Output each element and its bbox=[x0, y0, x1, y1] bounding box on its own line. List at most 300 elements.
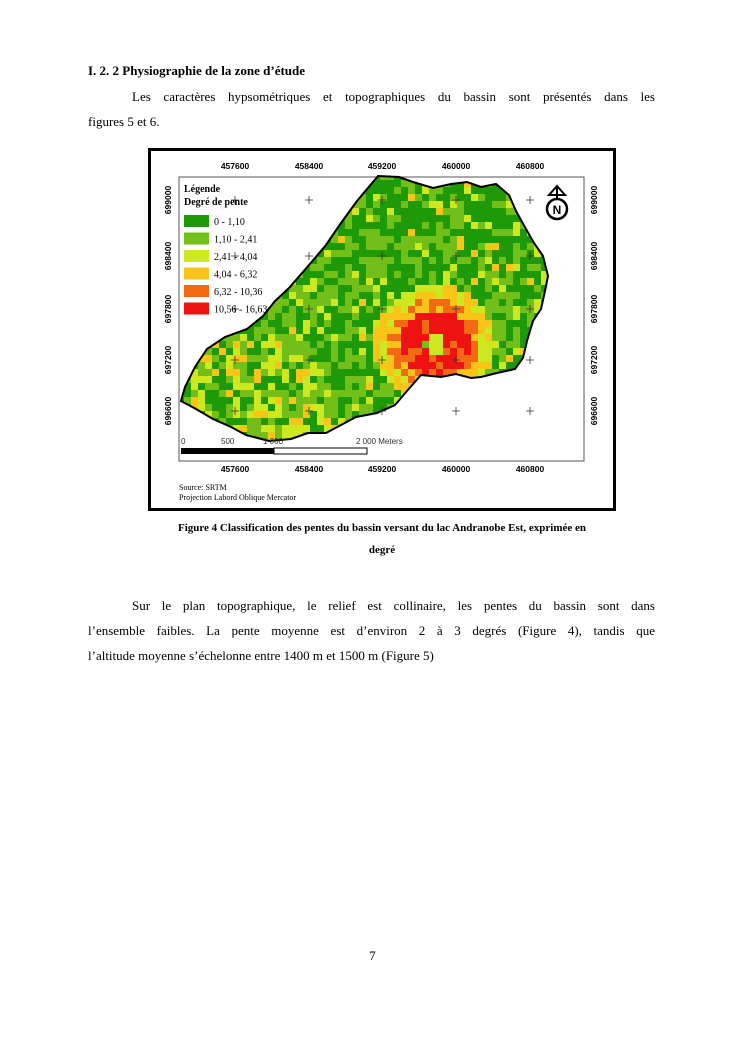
raster-cell bbox=[345, 334, 352, 341]
raster-cell bbox=[422, 362, 429, 369]
raster-cell bbox=[338, 278, 345, 285]
raster-cell bbox=[429, 299, 436, 306]
raster-cell bbox=[352, 341, 359, 348]
raster-cell bbox=[345, 376, 352, 383]
raster-cell bbox=[492, 236, 499, 243]
raster-cell bbox=[422, 285, 429, 292]
raster-cell bbox=[317, 341, 324, 348]
raster-cell bbox=[345, 257, 352, 264]
raster-cell bbox=[373, 348, 380, 355]
raster-cell bbox=[268, 404, 275, 411]
raster-cell bbox=[373, 264, 380, 271]
raster-cell bbox=[394, 327, 401, 334]
raster-cell bbox=[408, 236, 415, 243]
raster-cell bbox=[345, 383, 352, 390]
raster-cell bbox=[240, 355, 247, 362]
raster-cell bbox=[506, 271, 513, 278]
raster-cell bbox=[492, 306, 499, 313]
raster-cell bbox=[436, 320, 443, 327]
raster-cell bbox=[415, 292, 422, 299]
raster-cell bbox=[366, 229, 373, 236]
x-tick-top: 458400 bbox=[294, 161, 324, 171]
raster-cell bbox=[471, 271, 478, 278]
raster-cell bbox=[366, 348, 373, 355]
raster-cell bbox=[534, 285, 541, 292]
raster-cell bbox=[422, 208, 429, 215]
raster-cell bbox=[296, 292, 303, 299]
raster-cell bbox=[450, 327, 457, 334]
raster-cell bbox=[247, 362, 254, 369]
raster-cell bbox=[331, 376, 338, 383]
raster-cell bbox=[282, 327, 289, 334]
raster-cell bbox=[464, 306, 471, 313]
raster-cell bbox=[338, 299, 345, 306]
raster-cell bbox=[261, 327, 268, 334]
raster-cell bbox=[366, 404, 373, 411]
raster-cell bbox=[247, 425, 254, 432]
raster-cell bbox=[534, 257, 541, 264]
raster-cell bbox=[387, 250, 394, 257]
raster-cell bbox=[380, 208, 387, 215]
body-line-1: Sur le plan topographique, le relief est collinaire, les pentes du bassin sont dans bbox=[132, 598, 655, 613]
raster-cell bbox=[268, 362, 275, 369]
raster-cell bbox=[352, 355, 359, 362]
raster-cell bbox=[226, 383, 233, 390]
raster-cell bbox=[338, 334, 345, 341]
raster-cell bbox=[443, 187, 450, 194]
raster-cell bbox=[527, 313, 534, 320]
raster-cell bbox=[492, 292, 499, 299]
raster-cell bbox=[240, 390, 247, 397]
raster-cell bbox=[366, 250, 373, 257]
raster-cell bbox=[415, 278, 422, 285]
raster-cell bbox=[387, 355, 394, 362]
raster-cell bbox=[401, 306, 408, 313]
raster-cell bbox=[296, 355, 303, 362]
raster-cell bbox=[317, 397, 324, 404]
raster-cell bbox=[457, 362, 464, 369]
raster-cell bbox=[275, 355, 282, 362]
raster-cell bbox=[240, 348, 247, 355]
raster-cell bbox=[499, 243, 506, 250]
raster-cell bbox=[513, 250, 520, 257]
raster-cell bbox=[310, 285, 317, 292]
raster-cell bbox=[450, 271, 457, 278]
legend-swatch bbox=[184, 250, 209, 262]
raster-cell bbox=[338, 306, 345, 313]
raster-cell bbox=[317, 292, 324, 299]
legend-swatch bbox=[184, 215, 209, 227]
raster-cell bbox=[422, 187, 429, 194]
raster-cell bbox=[394, 369, 401, 376]
raster-cell bbox=[450, 278, 457, 285]
raster-cell bbox=[408, 285, 415, 292]
raster-cell bbox=[289, 383, 296, 390]
raster-cell bbox=[261, 348, 268, 355]
raster-cell bbox=[359, 250, 366, 257]
raster-cell bbox=[436, 299, 443, 306]
raster-cell bbox=[478, 348, 485, 355]
raster-cell bbox=[499, 306, 506, 313]
raster-cell bbox=[429, 250, 436, 257]
raster-cell bbox=[436, 243, 443, 250]
y-tick-left: 697800 bbox=[163, 294, 173, 324]
raster-cell bbox=[310, 271, 317, 278]
raster-cell bbox=[254, 397, 261, 404]
raster-cell bbox=[310, 362, 317, 369]
raster-cell bbox=[429, 222, 436, 229]
raster-cell bbox=[408, 369, 415, 376]
raster-cell bbox=[366, 285, 373, 292]
raster-cell bbox=[359, 243, 366, 250]
raster-cell bbox=[310, 425, 317, 432]
raster-cell bbox=[520, 292, 527, 299]
raster-cell bbox=[324, 257, 331, 264]
raster-cell bbox=[485, 208, 492, 215]
raster-cell bbox=[415, 313, 422, 320]
raster-cell bbox=[310, 341, 317, 348]
raster-cell bbox=[401, 299, 408, 306]
raster-cell bbox=[219, 411, 226, 418]
raster-cell bbox=[513, 292, 520, 299]
raster-cell bbox=[324, 292, 331, 299]
raster-cell bbox=[387, 285, 394, 292]
raster-cell bbox=[422, 222, 429, 229]
raster-cell bbox=[366, 397, 373, 404]
raster-cell bbox=[499, 327, 506, 334]
raster-cell bbox=[436, 194, 443, 201]
raster-cell bbox=[506, 334, 513, 341]
raster-cell bbox=[331, 369, 338, 376]
raster-cell bbox=[240, 369, 247, 376]
raster-cell bbox=[345, 320, 352, 327]
raster-cell bbox=[492, 313, 499, 320]
raster-cell bbox=[380, 271, 387, 278]
raster-cell bbox=[282, 383, 289, 390]
raster-cell bbox=[499, 285, 506, 292]
raster-cell bbox=[331, 320, 338, 327]
raster-cell bbox=[478, 341, 485, 348]
raster-cell bbox=[450, 334, 457, 341]
raster-cell bbox=[373, 376, 380, 383]
raster-cell bbox=[429, 341, 436, 348]
raster-cell bbox=[317, 383, 324, 390]
raster-cell bbox=[478, 194, 485, 201]
raster-cell bbox=[450, 292, 457, 299]
raster-cell bbox=[401, 264, 408, 271]
raster-cell bbox=[338, 243, 345, 250]
raster-cell bbox=[464, 201, 471, 208]
raster-cell bbox=[345, 369, 352, 376]
raster-cell bbox=[387, 243, 394, 250]
raster-cell bbox=[478, 369, 485, 376]
raster-cell bbox=[450, 215, 457, 222]
raster-cell bbox=[296, 369, 303, 376]
raster-cell bbox=[233, 362, 240, 369]
raster-cell bbox=[205, 369, 212, 376]
raster-cell bbox=[261, 362, 268, 369]
body-paragraph bbox=[88, 593, 655, 668]
raster-cell bbox=[464, 215, 471, 222]
raster-cell bbox=[268, 334, 275, 341]
raster-cell bbox=[324, 411, 331, 418]
raster-cell bbox=[443, 257, 450, 264]
raster-cell bbox=[373, 271, 380, 278]
raster-cell bbox=[513, 271, 520, 278]
raster-cell bbox=[520, 334, 527, 341]
raster-cell bbox=[352, 236, 359, 243]
raster-cell bbox=[380, 341, 387, 348]
raster-cell bbox=[310, 404, 317, 411]
raster-cell bbox=[436, 341, 443, 348]
raster-cell bbox=[352, 243, 359, 250]
raster-cell bbox=[534, 278, 541, 285]
raster-cell bbox=[401, 383, 408, 390]
raster-cell bbox=[366, 369, 373, 376]
raster-cell bbox=[457, 327, 464, 334]
raster-cell bbox=[282, 397, 289, 404]
raster-cell bbox=[310, 369, 317, 376]
raster-cell bbox=[457, 236, 464, 243]
raster-cell bbox=[380, 313, 387, 320]
raster-cell bbox=[394, 250, 401, 257]
raster-cell bbox=[401, 250, 408, 257]
raster-cell bbox=[296, 285, 303, 292]
raster-cell bbox=[471, 194, 478, 201]
raster-cell bbox=[534, 264, 541, 271]
raster-cell bbox=[478, 327, 485, 334]
raster-cell bbox=[436, 264, 443, 271]
raster-cell bbox=[373, 285, 380, 292]
raster-cell bbox=[415, 222, 422, 229]
raster-cell bbox=[219, 376, 226, 383]
raster-cell bbox=[457, 187, 464, 194]
raster-cell bbox=[261, 418, 268, 425]
raster-cell bbox=[184, 390, 191, 397]
raster-cell bbox=[485, 313, 492, 320]
raster-cell bbox=[422, 243, 429, 250]
y-axis-left bbox=[163, 186, 173, 426]
raster-cell bbox=[478, 187, 485, 194]
raster-cell bbox=[331, 257, 338, 264]
raster-cell bbox=[506, 292, 513, 299]
raster-cell bbox=[366, 390, 373, 397]
raster-cell bbox=[401, 285, 408, 292]
raster-cell bbox=[499, 215, 506, 222]
raster-cell bbox=[254, 327, 261, 334]
raster-cell bbox=[310, 411, 317, 418]
raster-cell bbox=[254, 376, 261, 383]
raster-cell bbox=[310, 348, 317, 355]
raster-cell bbox=[422, 215, 429, 222]
map-projection: Projection Labord Oblique Mercator bbox=[179, 493, 297, 502]
raster-cell bbox=[331, 418, 338, 425]
raster-cell bbox=[275, 327, 282, 334]
raster-cell bbox=[492, 299, 499, 306]
raster-cell bbox=[373, 257, 380, 264]
raster-cell bbox=[289, 418, 296, 425]
raster-cell bbox=[226, 404, 233, 411]
raster-cell bbox=[499, 299, 506, 306]
raster-cell bbox=[240, 376, 247, 383]
x-axis-bottom bbox=[221, 464, 545, 474]
raster-cell bbox=[443, 208, 450, 215]
raster-cell bbox=[415, 250, 422, 257]
raster-cell bbox=[380, 264, 387, 271]
raster-cell bbox=[352, 348, 359, 355]
raster-cell bbox=[317, 327, 324, 334]
raster-cell bbox=[401, 341, 408, 348]
raster-cell bbox=[471, 229, 478, 236]
raster-cell bbox=[387, 383, 394, 390]
raster-cell bbox=[359, 334, 366, 341]
raster-cell bbox=[401, 278, 408, 285]
raster-cell bbox=[359, 278, 366, 285]
raster-cell bbox=[345, 348, 352, 355]
raster-cell bbox=[345, 236, 352, 243]
y-tick-right: 698400 bbox=[589, 241, 599, 271]
raster-cell bbox=[492, 341, 499, 348]
raster-cell bbox=[296, 362, 303, 369]
slope-map-figure bbox=[148, 148, 616, 511]
raster-cell bbox=[331, 404, 338, 411]
raster-cell bbox=[387, 229, 394, 236]
raster-cell bbox=[359, 229, 366, 236]
raster-cell bbox=[513, 341, 520, 348]
raster-cell bbox=[233, 390, 240, 397]
raster-cell bbox=[394, 208, 401, 215]
raster-cell bbox=[457, 334, 464, 341]
raster-cell bbox=[226, 390, 233, 397]
raster-cell bbox=[401, 313, 408, 320]
raster-cell bbox=[436, 215, 443, 222]
raster-cell bbox=[352, 250, 359, 257]
raster-cell bbox=[513, 257, 520, 264]
raster-cell bbox=[492, 201, 499, 208]
raster-cell bbox=[478, 355, 485, 362]
raster-cell bbox=[359, 369, 366, 376]
raster-cell bbox=[443, 348, 450, 355]
raster-cell bbox=[373, 404, 380, 411]
raster-cell bbox=[429, 257, 436, 264]
raster-cell bbox=[534, 299, 541, 306]
raster-cell bbox=[401, 362, 408, 369]
raster-cell bbox=[443, 362, 450, 369]
raster-cell bbox=[275, 341, 282, 348]
raster-cell bbox=[478, 243, 485, 250]
raster-cell bbox=[436, 313, 443, 320]
raster-cell bbox=[534, 271, 541, 278]
raster-cell bbox=[219, 369, 226, 376]
raster-cell bbox=[506, 355, 513, 362]
raster-cell bbox=[275, 320, 282, 327]
raster-cell bbox=[219, 383, 226, 390]
raster-cell bbox=[352, 313, 359, 320]
raster-cell bbox=[506, 285, 513, 292]
raster-cell bbox=[506, 243, 513, 250]
raster-cell bbox=[513, 327, 520, 334]
raster-cell bbox=[352, 306, 359, 313]
raster-cell bbox=[331, 285, 338, 292]
raster-cell bbox=[296, 320, 303, 327]
raster-cell bbox=[240, 383, 247, 390]
raster-cell bbox=[527, 264, 534, 271]
raster-cell bbox=[394, 334, 401, 341]
raster-cell bbox=[457, 292, 464, 299]
raster-cell bbox=[317, 376, 324, 383]
raster-cell bbox=[366, 222, 373, 229]
raster-cell bbox=[436, 271, 443, 278]
raster-cell bbox=[310, 376, 317, 383]
raster-cell bbox=[429, 194, 436, 201]
raster-cell bbox=[499, 341, 506, 348]
raster-cell bbox=[401, 320, 408, 327]
raster-cell bbox=[261, 341, 268, 348]
raster-cell bbox=[303, 369, 310, 376]
raster-cell bbox=[289, 306, 296, 313]
raster-cell bbox=[422, 278, 429, 285]
raster-cell bbox=[205, 390, 212, 397]
raster-cell bbox=[310, 327, 317, 334]
raster-cell bbox=[373, 355, 380, 362]
raster-cell bbox=[366, 215, 373, 222]
raster-cell bbox=[471, 362, 478, 369]
raster-cell bbox=[198, 369, 205, 376]
raster-cell bbox=[394, 320, 401, 327]
raster-cell bbox=[492, 320, 499, 327]
raster-cell bbox=[450, 313, 457, 320]
raster-cell bbox=[443, 271, 450, 278]
raster-cell bbox=[387, 264, 394, 271]
raster-cell bbox=[373, 390, 380, 397]
raster-cell bbox=[471, 355, 478, 362]
raster-cell bbox=[506, 250, 513, 257]
raster-cell bbox=[527, 271, 534, 278]
raster-cell bbox=[373, 369, 380, 376]
raster-cell bbox=[366, 243, 373, 250]
raster-cell bbox=[324, 264, 331, 271]
x-tick-bottom: 459200 bbox=[367, 464, 397, 474]
raster-cell bbox=[212, 369, 219, 376]
raster-cell bbox=[471, 215, 478, 222]
north-label: N bbox=[552, 203, 562, 217]
raster-cell bbox=[464, 348, 471, 355]
raster-cell bbox=[401, 194, 408, 201]
raster-cell bbox=[387, 348, 394, 355]
raster-cell bbox=[359, 292, 366, 299]
raster-cell bbox=[464, 250, 471, 257]
raster-cell bbox=[485, 362, 492, 369]
raster-cell bbox=[457, 264, 464, 271]
raster-cell bbox=[478, 236, 485, 243]
raster-cell bbox=[261, 411, 268, 418]
raster-cell bbox=[373, 222, 380, 229]
raster-cell bbox=[366, 201, 373, 208]
raster-cell bbox=[408, 215, 415, 222]
raster-cell bbox=[275, 418, 282, 425]
raster-cell bbox=[338, 348, 345, 355]
raster-cell bbox=[457, 285, 464, 292]
raster-cell bbox=[429, 236, 436, 243]
raster-cell bbox=[366, 334, 373, 341]
raster-cell bbox=[310, 418, 317, 425]
raster-cell bbox=[345, 411, 352, 418]
raster-cell bbox=[205, 404, 212, 411]
raster-cell bbox=[408, 355, 415, 362]
raster-cell bbox=[443, 292, 450, 299]
raster-cell bbox=[450, 348, 457, 355]
raster-cell bbox=[373, 299, 380, 306]
